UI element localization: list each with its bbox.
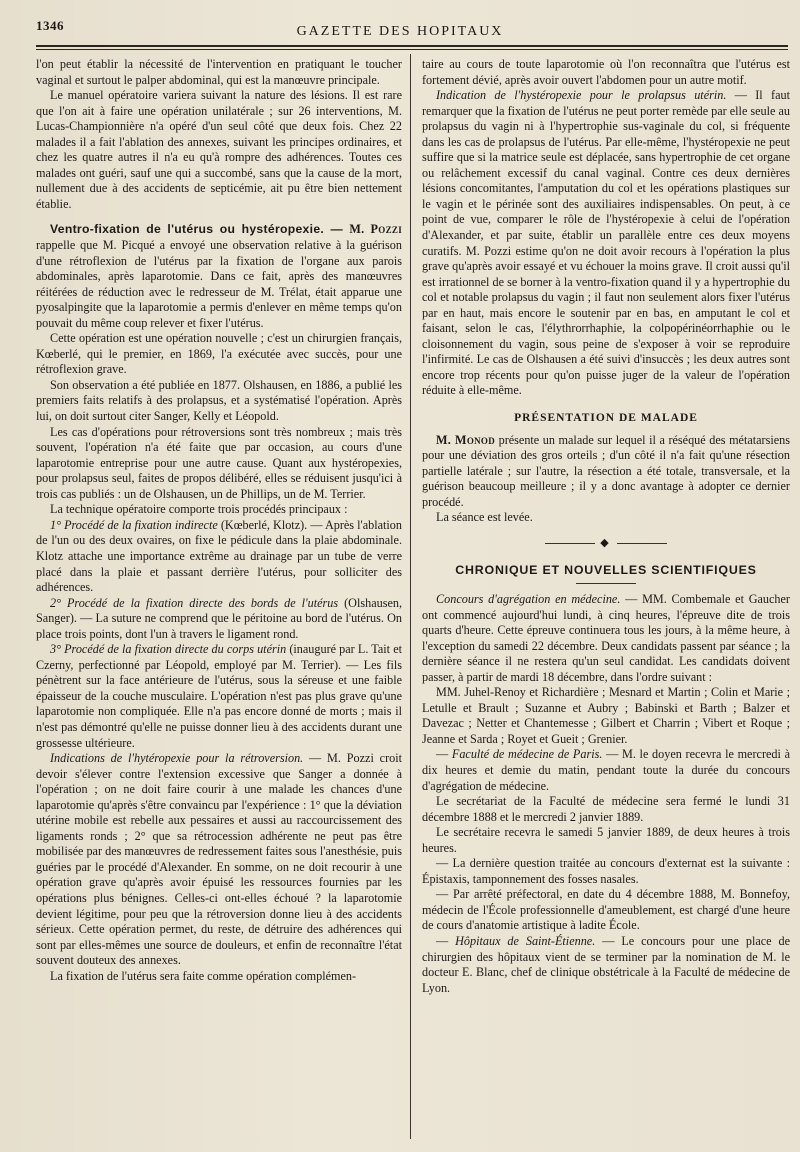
paragraph: M. Monod présente un malade sur lequel il a réséqué des métatarsiens pour une déviation des gros orteils ; d'un côté il n'a fait qu'une résection partielle latérale ; sur l'autre, la résection a été totale, transversale, et la guérison beaucoup meilleure ; il y a donc avantage à adopter ce dernier procédé.	[422, 432, 790, 509]
section-title-presentation: PRÉSENTATION DE MALADE	[514, 412, 698, 425]
paragraph: Le secrétaire recevra le samedi 5 janvier 1889, de deux heures à trois heures.	[422, 825, 790, 855]
subheading: 2° Procédé de la fixation directe des bords de l'utérus	[50, 595, 339, 610]
subheading: Faculté de médecine de Paris.	[451, 747, 603, 762]
paragraph: — Faculté de médecine de Paris. — M. le doyen recevra le mercredi à dix heures et demie du matin, pendant toute la durée du concours d'agrégation de médecine.	[422, 747, 790, 793]
paragraph: 1° Procédé de la fixation indirecte (Kœberlé, Klotz). — Après l'ablation de l'un ou des deux ovaires, on fixe le pédicule dans la plaie abdominale. Klotz attache une importance extrême au drainage par un tube de verre placé dans la plaie et passant derrière l'utérus, pour solliciter des adhérences.	[36, 517, 402, 595]
paragraph: taire au cours de toute laparotomie où l'on reconnaîtra que l'utérus est fortement dévié, après avoir ouvert l'abdomen pour un autre motif.	[422, 57, 790, 87]
paragraph: 3° Procédé de la fixation directe du corps utérin (inauguré par L. Tait et Czerny, perfectionné par Léopold, employé par M. Terrier). — Les fils pénètrent sur la face antérieure de l'utérus, sous la séreuse et une faible épaisseur de la couche musculaire. L'opération n'est pas plus grave qu'une laparotomie non compliquée. Elle n'a pas encore donné de morts ; mais il n'est pas démontré qu'elle ne puisse donner lieu à des accidents durant une grossesse ultérieure.	[36, 642, 402, 750]
subheading: Indication de l'hystéropexie pour le prolapsus utérin.	[436, 88, 727, 103]
section-title-chronique: CHRONIQUE ET NOUVELLES SCIENTIFIQUES	[455, 563, 757, 578]
author-name: M. Pozzi	[349, 222, 403, 237]
title-rule	[576, 583, 636, 584]
paragraph: l'on peut établir la nécessité de l'intervention en pratiquant le toucher vaginal et surtout le palper abdominal, qui est la manœuvre principale.	[36, 57, 402, 87]
paragraph: La séance est levée.	[436, 510, 533, 525]
paragraph: — La dernière question traitée au concours d'externat est la suivante : Épistaxis, tamponnement des fosses nasales.	[422, 856, 790, 886]
paragraph: Les cas d'opérations pour rétroversions sont très nombreux ; mais très souvent, l'opération n'a été faite que par occasion, au cours d'une laparotomie entreprise pour une autre cause. Quant aux hystéropexies, pour prolapsus seul, faites de propos délibéré, elles se réduisent jusqu'ici à trois cas publiés : un de Olshausen, un de Phillips, un de M. Terrier.	[36, 424, 402, 501]
page-number: 1346	[36, 18, 64, 33]
subheading: Hôpitaux de Saint-Étienne.	[455, 933, 596, 948]
section-heading: Ventro-fixation de l'utérus ou hystéropexie. —	[50, 222, 350, 237]
subheading: 1° Procédé de la fixation indirecte	[50, 517, 218, 532]
column-divider	[410, 54, 411, 1139]
ornament-divider: ◆	[422, 536, 790, 552]
subheading: Indications de l'hytéropexie pour la rétroversion.	[50, 751, 304, 766]
right-column	[422, 57, 790, 996]
paragraph: 2° Procédé de la fixation directe des bords de l'utérus (Olshausen, Sanger). — La suture ne comprend que le péritoine au bord de l'utérus. On place trois points, dont l'un à travers le ligament rond.	[36, 595, 402, 641]
paragraph: — Par arrêté préfectoral, en date du 4 décembre 1888, M. Bonnefoy, médecin de l'École professionnelle d'ameublement, est chargé d'une heure de cours d'anatomie artistique à ladite École.	[422, 887, 790, 933]
paragraph: Indication de l'hystéropexie pour le prolapsus utérin. — Il faut remarquer que la fixation de l'utérus ne peut porter remède par elle seule au prolapsus du vagin ni à l'hypertrophie sus-vaginale du col, si fréquente dans les cas de prolapsus de l'utérus. Par elle-même, l'hystéropexie ne peut suffire que si la matrice seule est déplacée, sans hypertrophie de cet organe ou relâchement excessif du canal vaginal. Contre ces deux dernières lésions concomitantes, l'amputation du col et les opérations plastiques sur le vagin et le périnée sont des auxiliaires indispensables. On peut, à ce point de vue, comparer le rôle de l'hystéropexie à celui de l'opération d'Alexander, et par suite, établir un parallèle entre ces deux moyens curatifs. M. Pozzi estime qu'on ne doit avoir recours à l'opération la plus grave qu'après avoir essayé et vu échouer la moins grave. Il croit aussi qu'il est irrationnel de se borner à la ventro-fixation quand il y a hypertrophie du col et notable prolapsus du vagin ; il faut non seulement alors fixer l'utérus par en haut, mais encore le soutenir par en bas, en amputant le col et faisant, selon le cas, l'élythrorrhaphie, la colpopérinéorrhaphie ou le cloisonnement du vagin, sous peine de s'exposer à voir se reproduire l'infirmité. Le cas de Olshausen a été suivi d'insuccès ; les deux autres sont encore trop récents pour qu'on puisse juger de la valeur de l'opération réduite à elle-même.	[422, 88, 790, 398]
paragraph: Indications de l'hytéropexie pour la rétroversion. — M. Pozzi croit devoir s'élever contre l'extension excessive que Sanger a donnée à l'opération ; on ne doit faire courir à une malade les chances d'une laparotomie qu'après s'être convaincu par l'expérience : 1° que la déviation utérine mobile est rebelle aux pessaires et aussi au raccourcissement des ligaments ronds ; 2° que sa rétrocession adhérente ne peut pas être mobilisée par des manœuvres de redressement faites sous l'anesthésie, puis guéries par le procédé d'Alexander. En somme, on ne doit recourir à une opération grave qu'après avoir épuisé les ressources fournies par les opérations plus bénignes. Celles-ci ont-elles échoué ? la laparotomie devient légitime, pour peu que la rétroversion donne lieu à des accidents sérieux. Cette opération permet, du reste, de détruire des adhérences qui sont par elles-mêmes une source de douleurs, et enfin de reconnaître l'état souvent douteux des annexes.	[36, 751, 403, 968]
subheading: 3° Procédé de la fixation directe du corps utérin	[50, 642, 287, 657]
subheading: Concours d'agrégation en médecine.	[436, 591, 621, 606]
paragraph: Son observation a été publiée en 1877. Olshausen, en 1886, a publié les premiers faits relatifs à des prolapsus, et a systématisé l'opération. Après lui, on doit surtout citer Sanger, Kelly et Léopold.	[36, 377, 402, 424]
paragraph: MM. Juhel-Renoy et Richardière ; Mesnard et Martin ; Colin et Marie ; Letulle et Brault ; Suzanne et Aubry ; Babinski et Barth ; Balzer et Davezac ; Netter et Chantemesse ; Gilbert et Charrin ; Vibert et Roque ; Jeanne et Sarda ; Royet et Gueit ; Grenier.	[422, 685, 790, 746]
paragraph: — Hôpitaux de Saint-Étienne. — Le concours pour une place de chirurgien des hôpitaux vient de se terminer par la nomination de M. le docteur E. Blanc, chef de clinique obstétricale à la Faculté de médecine de Lyon.	[422, 933, 790, 995]
paragraph: Le secrétariat de la Faculté de médecine sera fermé le lundi 31 décembre 1888 et le mercredi 2 janvier 1889.	[422, 794, 790, 824]
header-rule	[36, 45, 788, 50]
paragraph: Le manuel opératoire variera suivant la nature des lésions. Il est rare que l'on ait à faire une opération unilatérale ; sur 26 interventions, M. Lucas-Championnière n'a opéré d'un seul côté que deux fois. Chez 22 malades il a fait l'ablation des annexes, suivant les principes ordinaires, et chez les quatre autres il n'a eu qu'à rompre des adhérences. Toutes ces malades ont guéri, sauf une qui a succombé, sans que la cause de la mort, nullement due à des accidents de septicémie, ait pu être bien nettement établie.	[36, 88, 402, 211]
left-column	[36, 57, 402, 984]
paragraph: Cette opération est une opération nouvelle ; c'est un chirurgien français, Kœberlé, qui le premier, en 1869, l'a exécutée avec succès, pour une rétroflexion grave.	[36, 331, 402, 377]
paragraph: La fixation de l'utérus sera faite comme opération complémen-	[50, 968, 357, 983]
paragraph: Ventro-fixation de l'utérus ou hystéropexie. — M. Pozzi rappelle que M. Picqué a envoyé une observation relative à la guérison d'une rétroflexion de l'utérus par la fixation de l'organe aux parois abdominales, après laparotomie. Dans ce fait, après des manœuvres réitérées de réduction avec le redresseur de M. Trélat, était apparue une pyosalpingite que la laparotomie a permis d'enlever en même temps qu'on pouvait du même coup relever et fixer l'utérus.	[36, 222, 403, 330]
running-head: GAZETTE DES HOPITAUX	[296, 24, 504, 39]
author-name: M. Monod	[436, 432, 496, 447]
paragraph: La technique opératoire comporte trois procédés principaux :	[50, 502, 348, 517]
paragraph: Concours d'agrégation en médecine. — MM. Combemale et Gaucher ont commencé aujourd'hui lundi, à cinq heures, l'épreuve dite de trois quarts d'heure. Cette épreuve continuera tous les jours, à la même heure, à l'exception du samedi 22 décembre. Deux candidats passent par séance ; la dernière séance il ne restera qu'un seul candidat. Les candidats doivent passer, à partir de mardi 18 décembre, dans l'ordre suivant :	[422, 591, 790, 684]
